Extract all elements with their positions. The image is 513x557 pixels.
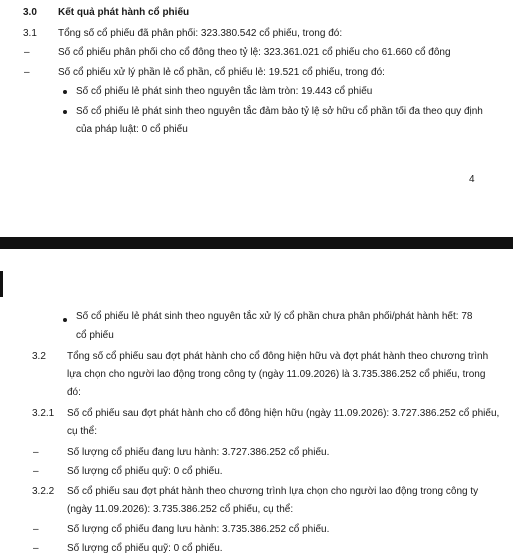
page-separator bbox=[0, 237, 513, 249]
bullet-rounding: Số cổ phiếu lẻ phát sinh theo nguyên tắc làm tròn: 19.443 cổ phiếu bbox=[76, 86, 373, 97]
dash-marker: – bbox=[33, 524, 39, 535]
item-number-3-2: 3.2 bbox=[32, 351, 46, 362]
dash-treasury-3-2-2: Số lượng cổ phiếu quỹ: 0 cổ phiếu. bbox=[67, 543, 223, 554]
item-3-2-1-line-1: Số cổ phiếu sau đợt phát hành cho cổ đông hiện hữu (ngày 11.09.2026): 3.727.386.252 cổ phiếu, bbox=[67, 408, 500, 419]
dash-outstanding-3-2-1: Số lượng cổ phiếu đang lưu hành: 3.727.386.252 cổ phiếu. bbox=[67, 447, 330, 458]
margin-mark bbox=[0, 271, 3, 297]
bullet-unallocated: Số cổ phiếu lẻ phát sinh theo nguyên tắc xử lý cổ phần chưa phân phối/phát hành hết: 78 bbox=[76, 311, 473, 322]
dash-outstanding-3-2-2: Số lượng cổ phiếu đang lưu hành: 3.735.386.252 cổ phiếu. bbox=[67, 524, 330, 535]
bullet-icon bbox=[63, 90, 67, 94]
dash-marker: – bbox=[24, 67, 30, 78]
item-number-3-2-2: 3.2.2 bbox=[32, 486, 55, 497]
dash-treasury-3-2-1: Số lượng cổ phiếu quỹ: 0 cổ phiếu. bbox=[67, 466, 223, 477]
item-3-2-line-3: đó: bbox=[67, 387, 81, 398]
dash-marker: – bbox=[33, 447, 39, 458]
item-3-2-1-line-2: cụ thể: bbox=[67, 426, 98, 437]
section-number: 3.0 bbox=[23, 7, 37, 18]
dash-line-distributed: Số cổ phiếu phân phối cho cổ đông theo tỷ lệ: 323.361.021 cổ phiếu cho 61.660 cổ đông bbox=[58, 47, 451, 58]
section-title: Kết quả phát hành cổ phiếu bbox=[58, 7, 190, 18]
item-number-3-1: 3.1 bbox=[23, 28, 37, 39]
page-number: 4 bbox=[469, 174, 475, 185]
item-text-3-1: Tổng số cổ phiếu đã phân phối: 323.380.542 cổ phiếu, trong đó: bbox=[58, 28, 343, 39]
dash-marker: – bbox=[33, 466, 39, 477]
dash-marker: – bbox=[33, 543, 39, 554]
item-3-2-line-1: Tổng số cổ phiếu sau đợt phát hành cho cổ đông hiện hữu và đợt phát hành theo chương trình bbox=[67, 351, 489, 362]
dash-line-odd-lots: Số cổ phiếu xử lý phần lẻ cổ phần, cổ phiếu lẻ: 19.521 cổ phiếu, trong đó: bbox=[58, 67, 385, 78]
bullet-icon bbox=[63, 318, 67, 322]
item-3-2-2-line-2: (ngày 11.09.2026): 3.735.386.252 cổ phiếu, cụ thể: bbox=[67, 504, 294, 515]
item-number-3-2-1: 3.2.1 bbox=[32, 408, 55, 419]
bullet-max-ownership: Số cổ phiếu lẻ phát sinh theo nguyên tắc đảm bảo tỷ lệ sở hữu cổ phần tối đa theo quy định bbox=[76, 106, 483, 117]
item-3-2-2-line-1: Số cổ phiếu sau đợt phát hành theo chương trình lựa chọn cho người lao động trong công ty bbox=[67, 486, 479, 497]
dash-marker: – bbox=[24, 47, 30, 58]
bullet-unallocated-cont: cổ phiếu bbox=[76, 330, 114, 341]
bullet-icon bbox=[63, 110, 67, 114]
item-3-2-line-2: lựa chọn cho người lao động trong công ty (ngày 11.09.2026) là 3.735.386.252 cổ phiếu, trong bbox=[67, 369, 486, 380]
bullet-max-ownership-cont: của pháp luật: 0 cổ phiếu bbox=[76, 124, 188, 135]
